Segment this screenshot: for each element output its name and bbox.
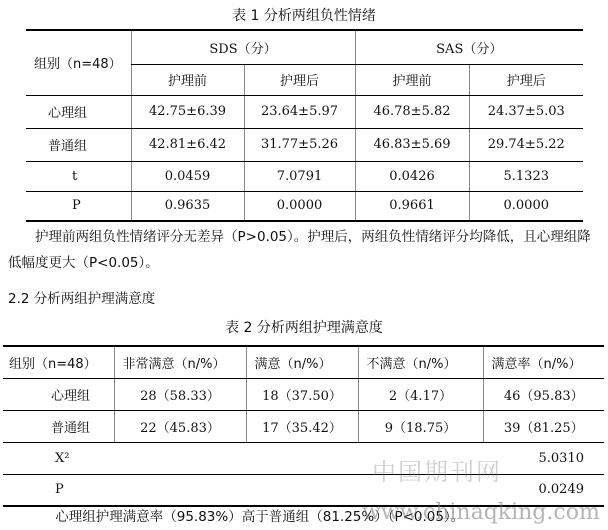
row-label: 普通组	[26, 128, 131, 161]
table-cell: 9（18.75）	[358, 410, 483, 442]
table-cell: 0.0426	[355, 161, 469, 191]
table-cell	[358, 474, 483, 506]
table-cell: 23.64±5.97	[244, 95, 355, 128]
table1-sas-header: SAS（分）	[355, 30, 583, 64]
table-cell	[358, 442, 483, 474]
table-cell: 46.83±5.69	[355, 128, 469, 161]
watermark-logo: 中国期刊网	[372, 458, 502, 486]
table2-caption: 表 2 分析两组护理满意度	[225, 320, 383, 336]
table-cell: 39（81.25）	[483, 410, 604, 442]
row-label: X²	[3, 442, 114, 474]
table2-header: 满意（n/%）	[246, 346, 358, 378]
table-cell: 0.9635	[131, 191, 244, 221]
table1-subheader: 护理后	[244, 64, 355, 95]
table-cell: 17（35.42）	[246, 410, 358, 442]
table1-subheader: 护理后	[469, 64, 583, 95]
table2	[3, 345, 604, 507]
table-cell: 46.78±5.82	[355, 95, 469, 128]
table-cell: 0.9661	[355, 191, 469, 221]
table-cell: 28（58.33）	[114, 378, 246, 410]
row-label: 心理组	[26, 95, 131, 128]
table-row	[26, 95, 583, 128]
table2-header: 非常满意（n/%）	[114, 346, 246, 378]
row-label: P	[26, 191, 131, 221]
table-cell: 46（95.83）	[483, 378, 604, 410]
table-row	[26, 191, 583, 221]
table-row	[26, 161, 583, 191]
table-cell: 0.0459	[131, 161, 244, 191]
table2-header: 组别（n=48）	[3, 346, 114, 378]
table-cell	[246, 442, 358, 474]
table-cell	[114, 442, 246, 474]
table-cell: 7.0791	[244, 161, 355, 191]
table1-subheader: 护理前	[355, 64, 469, 95]
paragraph-1: 护理前两组负性情绪评分无差异（P>0.05）。护理后，两组负性情绪评分均降低，且心理组降低幅度更大（P<0.05）。	[8, 229, 591, 271]
table-cell: 31.77±5.26	[244, 128, 355, 161]
table-cell: 42.81±6.42	[131, 128, 244, 161]
row-label: 普通组	[3, 410, 114, 442]
paragraph-2: 心理组护理满意率（95.83%）高于普通组（81.25%）（P<0.05）。	[55, 509, 465, 525]
table-row	[3, 474, 604, 506]
table1-sds-header: SDS（分）	[131, 30, 355, 64]
table1-group-header: 组别（n=48）	[26, 30, 131, 95]
row-label: 心理组	[3, 378, 114, 410]
row-label: t	[26, 161, 131, 191]
table-cell: 5.0310	[483, 442, 604, 474]
section-heading: 2.2 分析两组护理满意度	[8, 291, 156, 307]
table-cell: 0.0000	[244, 191, 355, 221]
table-cell: 2（4.17）	[358, 378, 483, 410]
row-label: P	[3, 474, 114, 506]
table2-header: 不满意（n/%）	[358, 346, 483, 378]
table2-header: 满意率（n/%）	[483, 346, 604, 378]
table-cell: 22（45.83）	[114, 410, 246, 442]
table-cell: 29.74±5.22	[469, 128, 583, 161]
table-cell: 0.0249	[483, 474, 604, 506]
table1-subheader: 护理前	[131, 64, 244, 95]
table-cell: 5.1323	[469, 161, 583, 191]
table-cell	[246, 474, 358, 506]
table1	[26, 29, 583, 222]
table-row	[3, 378, 604, 410]
table-cell: 18（37.50）	[246, 378, 358, 410]
table-cell: 0.0000	[469, 191, 583, 221]
table-cell: 24.37±5.03	[469, 95, 583, 128]
table-cell	[114, 474, 246, 506]
table1-caption: 表 1 分析两组负性情绪	[232, 8, 376, 24]
watermark-url: www.chinaqking.com	[362, 500, 600, 525]
table-row	[3, 410, 604, 442]
table-row	[26, 128, 583, 161]
table-cell: 42.75±6.39	[131, 95, 244, 128]
table-row	[3, 442, 604, 474]
